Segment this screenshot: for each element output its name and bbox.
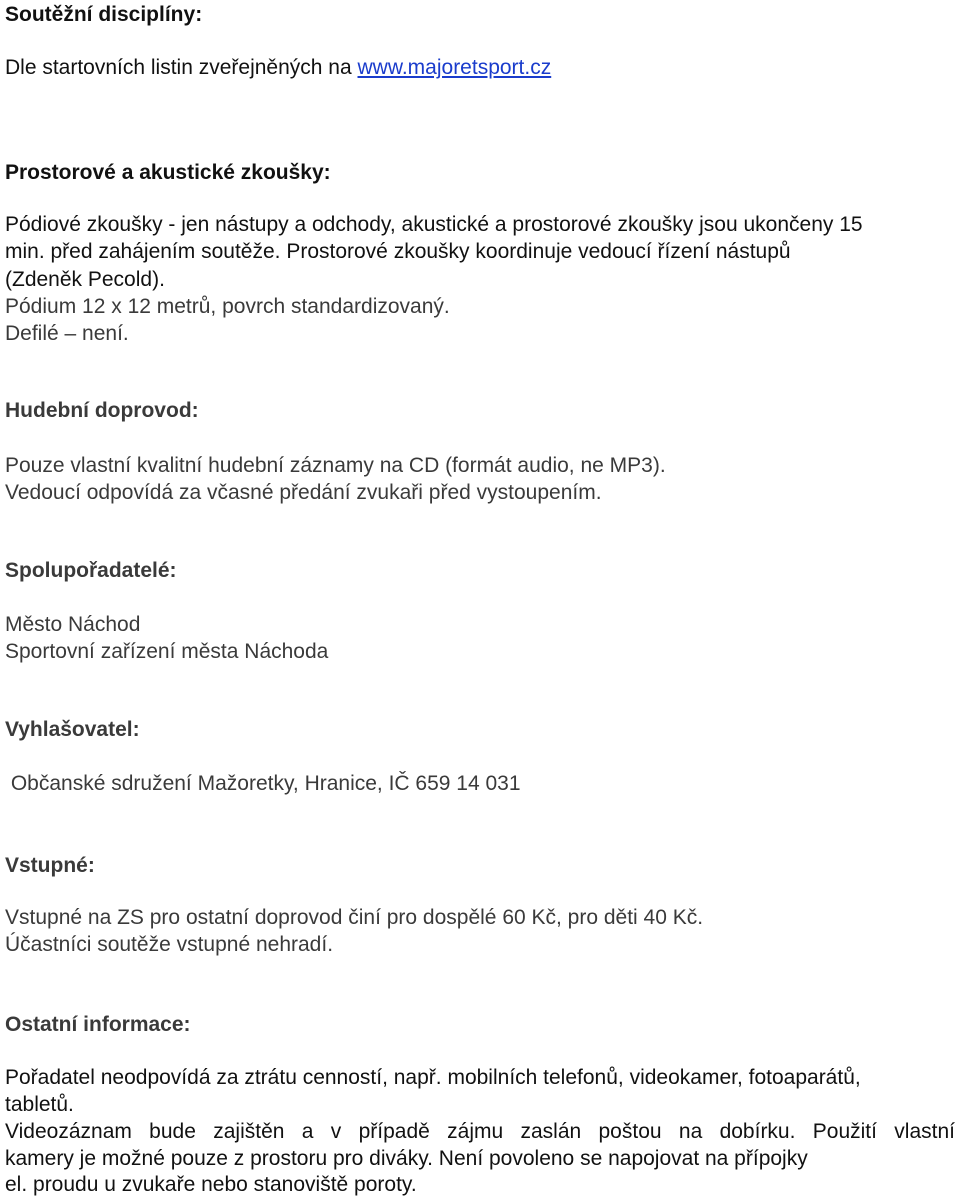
other-info-line-4: kamery je možné pouze z prostoru pro diváky. Není povoleno se napojovat na přípojky [5,1147,808,1170]
music-line-1: Pouze vlastní kvalitní hudební záznamy na CD (formát audio, ne MP3). [5,454,666,477]
other-info-line-2: tabletů. [5,1093,74,1116]
admission-line-2: Účastníci soutěže vstupné nehradí. [5,933,334,956]
other-info-line-1: Pořadatel neodpovídá za ztrátu cenností, např. mobilních telefonů, videokamer, fotoaparátů, [5,1066,861,1089]
heading-music: Hudební doprovod: [5,399,199,422]
disciplines-text-prefix: Dle startovních listin zveřejněných na [5,56,358,79]
heading-admission: Vstupné: [5,854,95,877]
admission-line-1: Vstupné na ZS pro ostatní doprovod činí pro dospělé 60 Kč, pro děti 40 Kč. [5,906,704,929]
rehearsals-line-2: min. před zahájením soutěže. Prostorové zkoušky koordinuje vedoucí řízení nástupů [5,240,791,263]
rehearsals-line-4: Pódium 12 x 12 metrů, povrch standardizovaný. [5,295,450,318]
co-organizers-line-1: Město Náchod [5,613,141,636]
other-info-line-3: Videozáznam bude zajištěn a v případě zájmu zaslán poštou na dobírku. Použití vlastní [5,1120,955,1143]
rehearsals-line-1: Pódiové zkoušky - jen nástupy a odchody, akustické a prostorové zkoušky jsou ukončeny 15 [5,213,863,236]
co-organizers-line-2: Sportovní zařízení města Náchoda [5,640,329,663]
heading-co-organizers: Spolupořadatelé: [5,559,177,582]
rehearsals-line-3: (Zdeněk Pecold). [5,268,165,291]
disciplines-text [5,55,551,81]
rehearsals-line-5: Defilé – není. [5,322,129,345]
heading-disciplines: Soutěžní disciplíny: [5,3,203,26]
heading-announcer: Vyhlašovatel: [5,718,140,741]
other-info-line-5: el. proudu u zvukaře nebo stanoviště poroty. [5,1173,417,1196]
music-line-2: Vedoucí odpovídá za včasné předání zvukaři před vystoupením. [5,481,602,504]
heading-other-info: Ostatní informace: [5,1013,191,1036]
announcer-line-1: Občanské sdružení Mažoretky, Hranice, IČ 659 14 031 [5,772,521,795]
majoretsport-link[interactable]: www.majoretsport.cz [357,56,552,79]
heading-rehearsals: Prostorové a akustické zkoušky: [5,161,331,184]
